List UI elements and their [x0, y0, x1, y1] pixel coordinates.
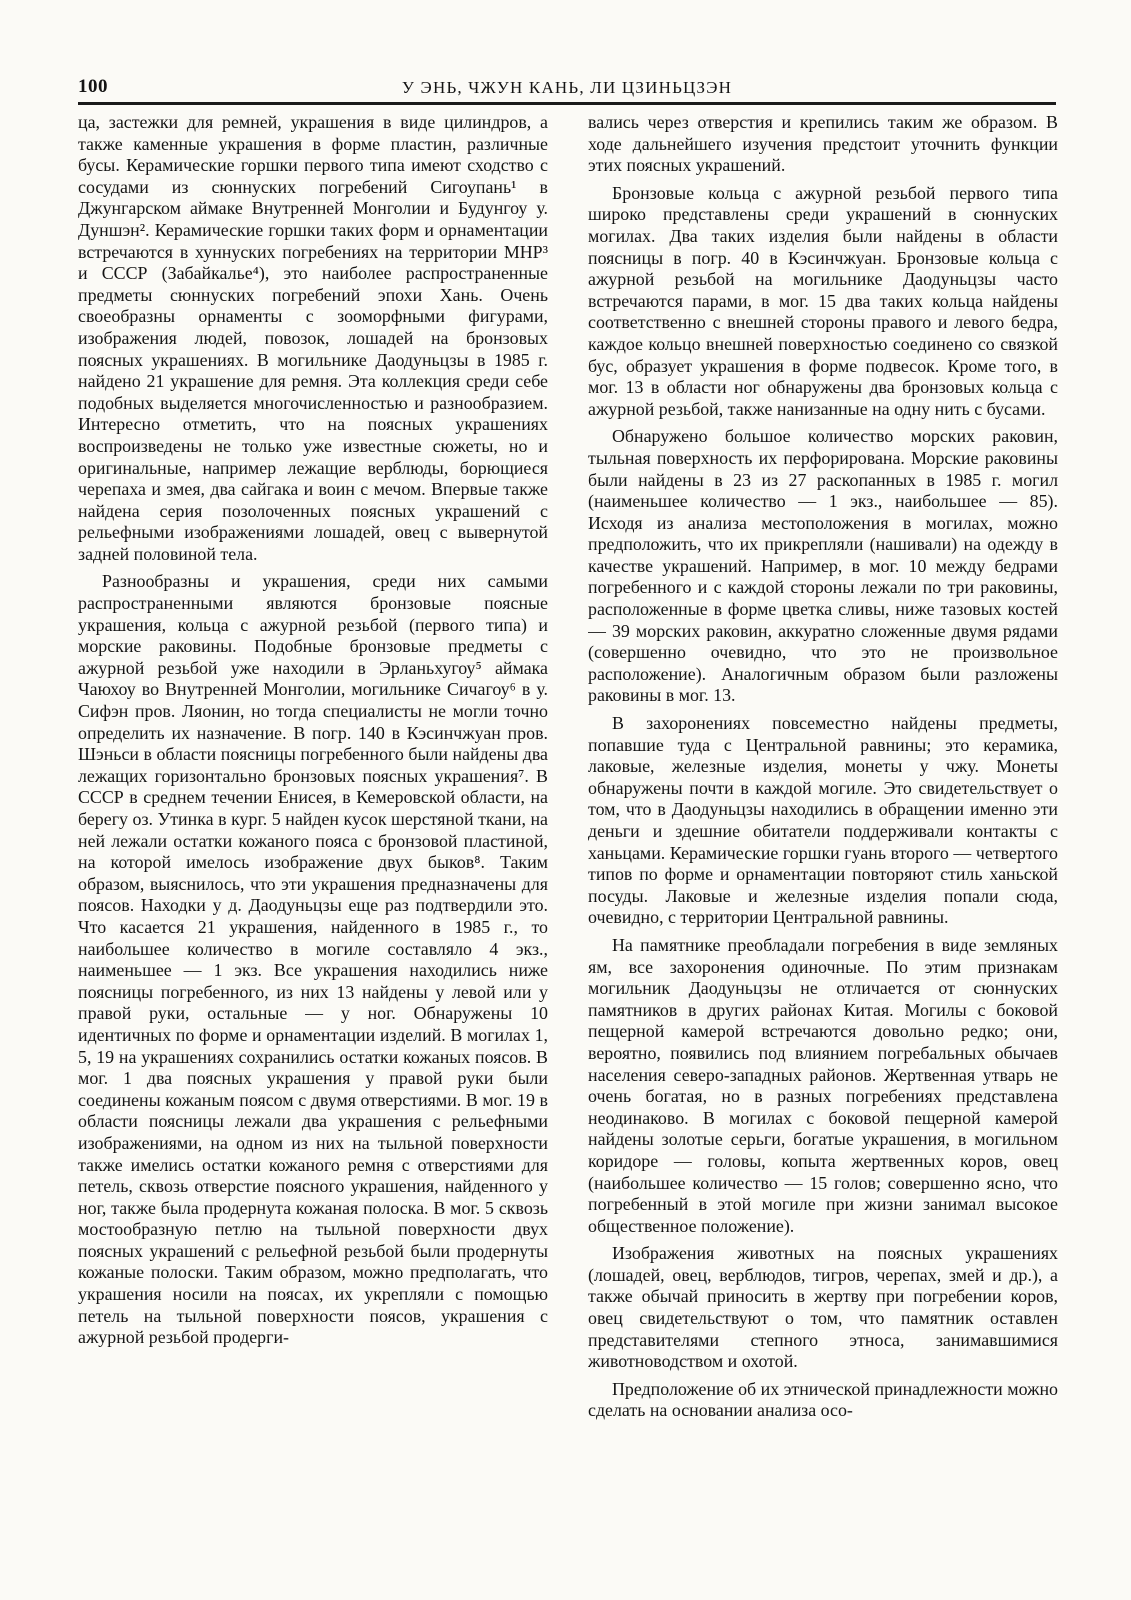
paragraph: Предположение об их этнической принадлежности можно сделать на основании анализа осо- — [588, 1378, 1058, 1421]
right-column — [588, 112, 1058, 1582]
paragraph: Бронзовые кольца с ажурной резьбой первого типа широко представлены среди украшений в сюннуских могилах. Два таких изделия были найдены в области поясницы в погр. 40 в Кэсинчжуан. Бронзовые кольца с ажурной резьбой на могильнике Даодуньцзы часто встречаются парами, в мог. 15 два таких кольца найдены соответственно с внешней стороны правого и левого бедра, каждое кольцо внешней поверхностью соединено со связкой бус, образует украшения в форме подвесок. Кроме того, в мог. 13 в области ног обнаружены два бронзовых кольца с ажурной резьбой, также нанизанные на одну нить с бусами. — [588, 182, 1058, 419]
left-column — [78, 112, 548, 1582]
paragraph: вались через отверстия и крепились таким же образом. В ходе дальнейшего изучения предстоит уточнить функции этих поясных украшений. — [588, 112, 1058, 176]
paragraph: ца, застежки для ремней, украшения в виде цилиндров, а также каменные украшения в форме пластин, различные бусы. Керамические горшки первого типа имеют сходство с сосудами из сюннуских погребений Сигоупань¹ в Джунгарском аймаке Внутренней Монголии и Будунгоу у. Дуншэн². Керамические горшки таких форм и орнаментации встречаются в хуннуских погребениях на территории МНР³ и СССР (Забайкалье⁴), это наиболее распространенные предметы сюннуских погребений эпохи Хань. Очень своеобразны орнаменты с зооморфными фигурами, изображения людей, повозок, лошадей на бронзовых поясных украшениях. В могильнике Даодуньцзы в 1985 г. найдено 21 украшение для ремня. Эта коллекция среди себе подобных выделяется многочисленностью и разнообразием. Интересно отметить, что на поясных украшениях воспроизведены не только уже известные сюжеты, но и оригинальные, например лежащие верблюды, борющиеся черепаха и змея, два сайгака и воин с мечом. Впервые также найдена серия позолоченных поясных украшений с рельефными изображениями лошадей, овец с вывернутой задней половиной тела. — [78, 112, 548, 564]
paragraph: В захоронениях повсеместно найдены предметы, попавшие туда с Центральной равнины; это керамика, лаковые, железные изделия, монеты у чжу. Монеты обнаружены почти в каждой могиле. Это свидетельствует о том, что в Даодуньцзы находились в обращении именно эти деньги и здешние обитатели поддерживали контакты с ханьцами. Керамические горшки гуань второго — четвертого типов по форме и орнаментации повторяют стиль ханьской посуды. Лаковые и железные изделия попали сюда, очевидно, с территории Центральной равнины. — [588, 713, 1058, 928]
paragraph: Разнообразны и украшения, среди них самыми распространенными являются бронзовые поясные украшения, кольца с ажурной резьбой (первого типа) и морские раковины. Подобные бронзовые предметы с ажурной резьбой уже находили в Эрланьхугоу⁵ аймака Чаюхоу во Внутренней Монголии, могильнике Сичагоу⁶ в у. Сифэн пров. Ляонин, но тогда специалисты не могли точно определить их назначение. В погр. 140 в Кэсинчжуан пров. Шэньси в области поясницы погребенного были найдены два лежащих горизонтально бронзовых поясных украшения⁷. В СССР в среднем течении Енисея, в Кемеровской области, на берегу оз. Утинка в кург. 5 найден кусок шерстяной ткани, на ней лежали остатки кожаного пояса с бронзовой пластиной, на которой имелось изображение двух быков⁸. Таким образом, выяснилось, что эти украшения предназначены для поясов. Находки у д. Даодуньцзы еще раз подтвердили это. Что касается 21 украшения, найденного в 1985 г., то наибольшее количество в могиле составляло 4 экз., наименьшее — 1 экз. Все украшения находились ниже поясницы погребенного, из них 13 найдены у левой или у правой руки, остальные — у ног. Обнаружены 10 идентичных по форме и орнаментации изделий. В могилах 1, 5, 19 на украшениях сохранились остатки кожаных поясов. В мог. 1 два поясных украшения у правой руки были соединены кожаным поясом с двумя отверстиями. В мог. 19 в области поясницы лежали два украшения с рельефными изображениями, на одном из них на тыльной поверхности также имелись остатки кожаного ремня с отверстиями для петель, сквозь отверстие поясного украшения, найденного у ног, также была продернута кожаная полоска. В мог. 5 сквозь мостообразную петлю на тыльной поверхности двух поясных украшений с рельефной резьбой были продернуты кожаные полоски. Таким образом, можно предполагать, что украшения носили на поясах, их укрепляли с помощью петель на тыльной поверхности поясов, украшения с ажурной резьбой продерги- — [78, 571, 548, 1348]
running-title: У ЭНЬ, ЧЖУН КАНЬ, ЛИ ЦЗИНЬЦЗЭН — [401, 78, 733, 97]
text-columns — [78, 112, 1058, 1582]
page-number: 100 — [78, 76, 108, 97]
paragraph: Изображения животных на поясных украшениях (лошадей, овец, верблюдов, тигров, черепах, змей и др.), а также обычай приносить в жертву при погребении коров, овец свидетельствуют о том, что памятник оставлен представителями степного этноса, занимавшимися животноводством и охотой. — [588, 1243, 1058, 1372]
header-rule — [78, 102, 1056, 105]
paragraph: Обнаружено большое количество морских раковин, тыльная поверхность их перфорирована. Морские раковины были найдены в 23 из 27 раскопанных в 1985 г. могил (наименьшее количество — 1 экз., наибольшее — 85). Исходя из анализа местоположения в могилах, можно предположить, что их прикрепляли (нашивали) на одежду в качестве украшений. Например, в мог. 10 между бедрами погребенного и с каждой стороны лежали по три раковины, расположенные в форме цветка сливы, ниже тазовых костей — 39 морских раковин, аккуратно сложенные двумя рядами (совершенно очевидно, что это не произвольное расположение). Аналогичным образом были разложены раковины в мог. 13. — [588, 426, 1058, 706]
paragraph: На памятнике преобладали погребения в виде земляных ям, все захоронения одиночные. По этим признакам могильник Даодуньцзы не отличается от сюннуских памятников в других районах Китая. Могилы с боковой пещерной камерой встречаются довольно редко; они, вероятно, появились под влиянием погребальных обычаев населения северо-западных районов. Жертвенная утварь не очень богатая, но в разных погребениях представлена неодинаково. В могилах с боковой пещерной камерой найдены золотые серьги, богатые украшения, в могильном коридоре — головы, копыта жертвенных коров, овец (наибольшее количество — 15 голов; совершенно ясно, что погребенный в этой могиле при жизни занимал высокое общественное положение). — [588, 934, 1058, 1236]
page-header — [78, 76, 1056, 106]
